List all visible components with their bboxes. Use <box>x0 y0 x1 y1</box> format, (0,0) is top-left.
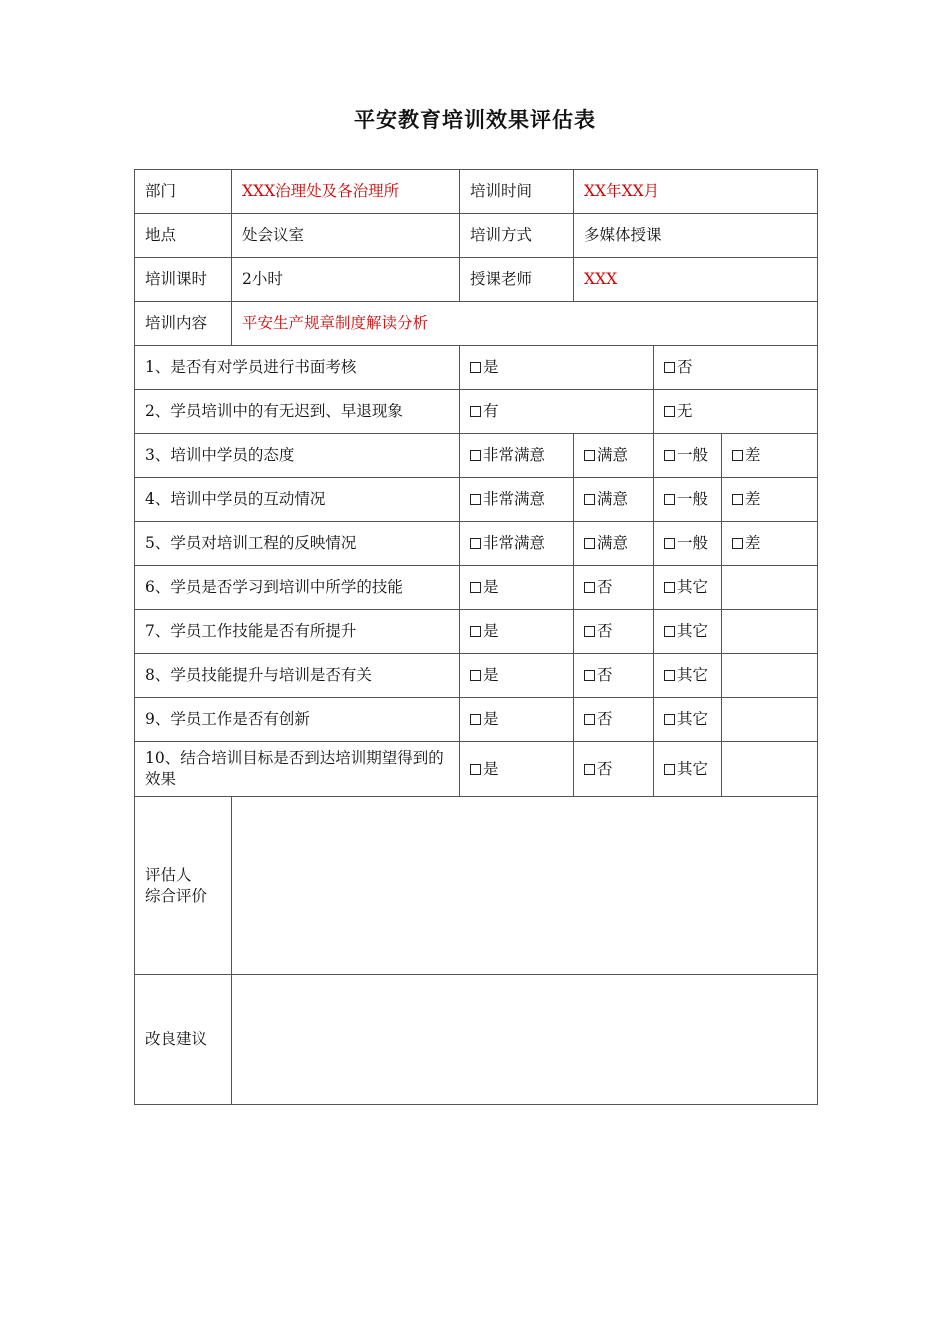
option-cell[interactable] <box>574 698 654 742</box>
checkbox-icon[interactable] <box>470 538 481 549</box>
row-content <box>135 302 818 346</box>
question-text: 5、学员对培训工程的反映情况 <box>135 522 460 566</box>
checkbox-icon[interactable] <box>664 406 675 417</box>
place-label: 地点 <box>135 214 232 258</box>
checkbox-icon[interactable] <box>664 764 675 775</box>
question-row <box>135 522 818 566</box>
option-label: 否 <box>677 358 693 376</box>
checkbox-icon[interactable] <box>470 450 481 461</box>
option-label: 满意 <box>597 534 629 552</box>
option-label: 有 <box>483 402 499 420</box>
option-cell[interactable] <box>722 434 818 478</box>
row-place-method <box>135 214 818 258</box>
checkbox-icon[interactable] <box>664 362 675 373</box>
option-cell[interactable] <box>460 434 574 478</box>
option-cell[interactable] <box>574 566 654 610</box>
option-cell[interactable] <box>574 478 654 522</box>
option-label: 非常满意 <box>483 446 546 464</box>
method-label: 培训方式 <box>460 214 574 258</box>
checkbox-icon[interactable] <box>664 538 675 549</box>
checkbox-icon[interactable] <box>584 670 595 681</box>
option-label: 无 <box>677 402 693 420</box>
option-cell[interactable] <box>654 346 818 390</box>
checkbox-icon[interactable] <box>470 670 481 681</box>
question-text: 10、结合培训目标是否到达培训期望得到的效果 <box>135 742 460 797</box>
evaluation-field[interactable] <box>232 797 818 975</box>
option-label: 否 <box>597 578 613 596</box>
empty-cell <box>722 742 818 797</box>
option-label: 一般 <box>677 446 709 464</box>
checkbox-icon[interactable] <box>732 450 743 461</box>
row-evaluation <box>135 797 818 975</box>
option-label: 差 <box>745 534 761 552</box>
question-row <box>135 390 818 434</box>
option-label: 其它 <box>677 666 709 684</box>
option-cell[interactable] <box>654 610 722 654</box>
row-dept-time <box>135 170 818 214</box>
option-label: 否 <box>597 710 613 728</box>
option-cell[interactable] <box>654 566 722 610</box>
option-cell[interactable] <box>574 610 654 654</box>
question-row <box>135 346 818 390</box>
option-cell[interactable] <box>460 742 574 797</box>
checkbox-icon[interactable] <box>470 362 481 373</box>
option-cell[interactable] <box>574 434 654 478</box>
checkbox-icon[interactable] <box>470 626 481 637</box>
empty-cell <box>722 654 818 698</box>
time-value[interactable]: XX年XX月 <box>574 170 818 214</box>
question-text: 4、培训中学员的互动情况 <box>135 478 460 522</box>
option-label: 否 <box>597 622 613 640</box>
option-label: 一般 <box>677 534 709 552</box>
content-label: 培训内容 <box>135 302 232 346</box>
option-label: 差 <box>745 446 761 464</box>
row-suggestion <box>135 975 818 1105</box>
option-cell[interactable] <box>460 566 574 610</box>
checkbox-icon[interactable] <box>664 494 675 505</box>
option-cell[interactable] <box>574 522 654 566</box>
question-row <box>135 654 818 698</box>
checkbox-icon[interactable] <box>584 626 595 637</box>
suggestion-label: 改良建议 <box>135 975 232 1105</box>
option-label: 是 <box>483 759 499 778</box>
option-cell[interactable] <box>654 434 722 478</box>
teacher-value[interactable]: XXX <box>574 258 818 302</box>
empty-cell <box>722 698 818 742</box>
checkbox-icon[interactable] <box>584 450 595 461</box>
checkbox-icon[interactable] <box>470 406 481 417</box>
option-cell[interactable] <box>460 390 654 434</box>
option-cell[interactable] <box>654 654 722 698</box>
option-label: 差 <box>745 490 761 508</box>
checkbox-icon[interactable] <box>470 494 481 505</box>
question-text: 9、学员工作是否有创新 <box>135 698 460 742</box>
dept-label: 部门 <box>135 170 232 214</box>
option-label: 其它 <box>677 578 709 596</box>
form-title: 平安教育培训效果评估表 <box>354 107 596 132</box>
checkbox-icon[interactable] <box>584 764 595 775</box>
option-label: 是 <box>483 710 499 728</box>
question-row <box>135 478 818 522</box>
checkbox-icon[interactable] <box>470 764 481 775</box>
evaluation-form-table <box>134 169 818 1105</box>
evaluation-label-line2: 综合评价 <box>145 886 208 905</box>
hours-value[interactable]: 2小时 <box>232 258 460 302</box>
evaluation-label-line1: 评估人 <box>145 865 192 884</box>
option-cell[interactable] <box>654 698 722 742</box>
checkbox-icon[interactable] <box>732 494 743 505</box>
option-cell[interactable] <box>722 478 818 522</box>
checkbox-icon[interactable] <box>584 714 595 725</box>
option-label: 其它 <box>677 759 709 778</box>
option-label: 是 <box>483 666 499 684</box>
option-label: 满意 <box>597 490 629 508</box>
place-value[interactable]: 处会议室 <box>232 214 460 258</box>
question-row <box>135 742 818 797</box>
time-label: 培训时间 <box>460 170 574 214</box>
option-cell[interactable] <box>460 346 654 390</box>
option-cell[interactable] <box>654 478 722 522</box>
question-text: 6、学员是否学习到培训中所学的技能 <box>135 566 460 610</box>
option-label: 是 <box>483 622 499 640</box>
checkbox-icon[interactable] <box>732 538 743 549</box>
question-text: 3、培训中学员的态度 <box>135 434 460 478</box>
question-row <box>135 566 818 610</box>
checkbox-icon[interactable] <box>664 670 675 681</box>
option-label: 否 <box>597 666 613 684</box>
checkbox-icon[interactable] <box>470 714 481 725</box>
option-label: 其它 <box>677 622 709 640</box>
option-label: 是 <box>483 358 499 376</box>
option-label: 满意 <box>597 446 629 464</box>
checkbox-icon[interactable] <box>664 714 675 725</box>
option-label: 否 <box>597 759 613 778</box>
option-label: 一般 <box>677 490 709 508</box>
option-cell[interactable] <box>654 742 722 797</box>
evaluation-label <box>135 797 232 975</box>
checkbox-icon[interactable] <box>470 582 481 593</box>
question-text: 7、学员工作技能是否有所提升 <box>135 610 460 654</box>
option-cell[interactable] <box>574 654 654 698</box>
option-cell[interactable] <box>722 522 818 566</box>
checkbox-icon[interactable] <box>584 582 595 593</box>
checkbox-icon[interactable] <box>664 450 675 461</box>
checkbox-icon[interactable] <box>584 494 595 505</box>
option-cell[interactable] <box>460 698 574 742</box>
option-cell[interactable] <box>460 478 574 522</box>
option-label: 其它 <box>677 710 709 728</box>
teacher-label: 授课老师 <box>460 258 574 302</box>
empty-cell <box>722 566 818 610</box>
question-row <box>135 434 818 478</box>
option-label: 非常满意 <box>483 490 546 508</box>
question-row <box>135 698 818 742</box>
empty-cell <box>722 610 818 654</box>
question-text: 8、学员技能提升与培训是否有关 <box>135 654 460 698</box>
checkbox-icon[interactable] <box>664 626 675 637</box>
suggestion-field[interactable] <box>232 975 818 1105</box>
row-hours-teacher <box>135 258 818 302</box>
option-cell[interactable] <box>460 522 574 566</box>
option-cell[interactable] <box>460 654 574 698</box>
option-cell[interactable] <box>654 390 818 434</box>
hours-label: 培训课时 <box>135 258 232 302</box>
checkbox-icon[interactable] <box>664 582 675 593</box>
question-text: 2、学员培训中的有无迟到、早退现象 <box>135 390 460 434</box>
option-cell[interactable] <box>574 742 654 797</box>
option-label: 非常满意 <box>483 534 546 552</box>
option-label: 是 <box>483 578 499 596</box>
option-cell[interactable] <box>654 522 722 566</box>
method-value[interactable]: 多媒体授课 <box>574 214 818 258</box>
dept-value[interactable]: XXX治理处及各治理所 <box>232 170 460 214</box>
checkbox-icon[interactable] <box>584 538 595 549</box>
question-text: 1、是否有对学员进行书面考核 <box>135 346 460 390</box>
option-cell[interactable] <box>460 610 574 654</box>
question-row <box>135 610 818 654</box>
content-value[interactable]: 平安生产规章制度解读分析 <box>232 302 818 346</box>
